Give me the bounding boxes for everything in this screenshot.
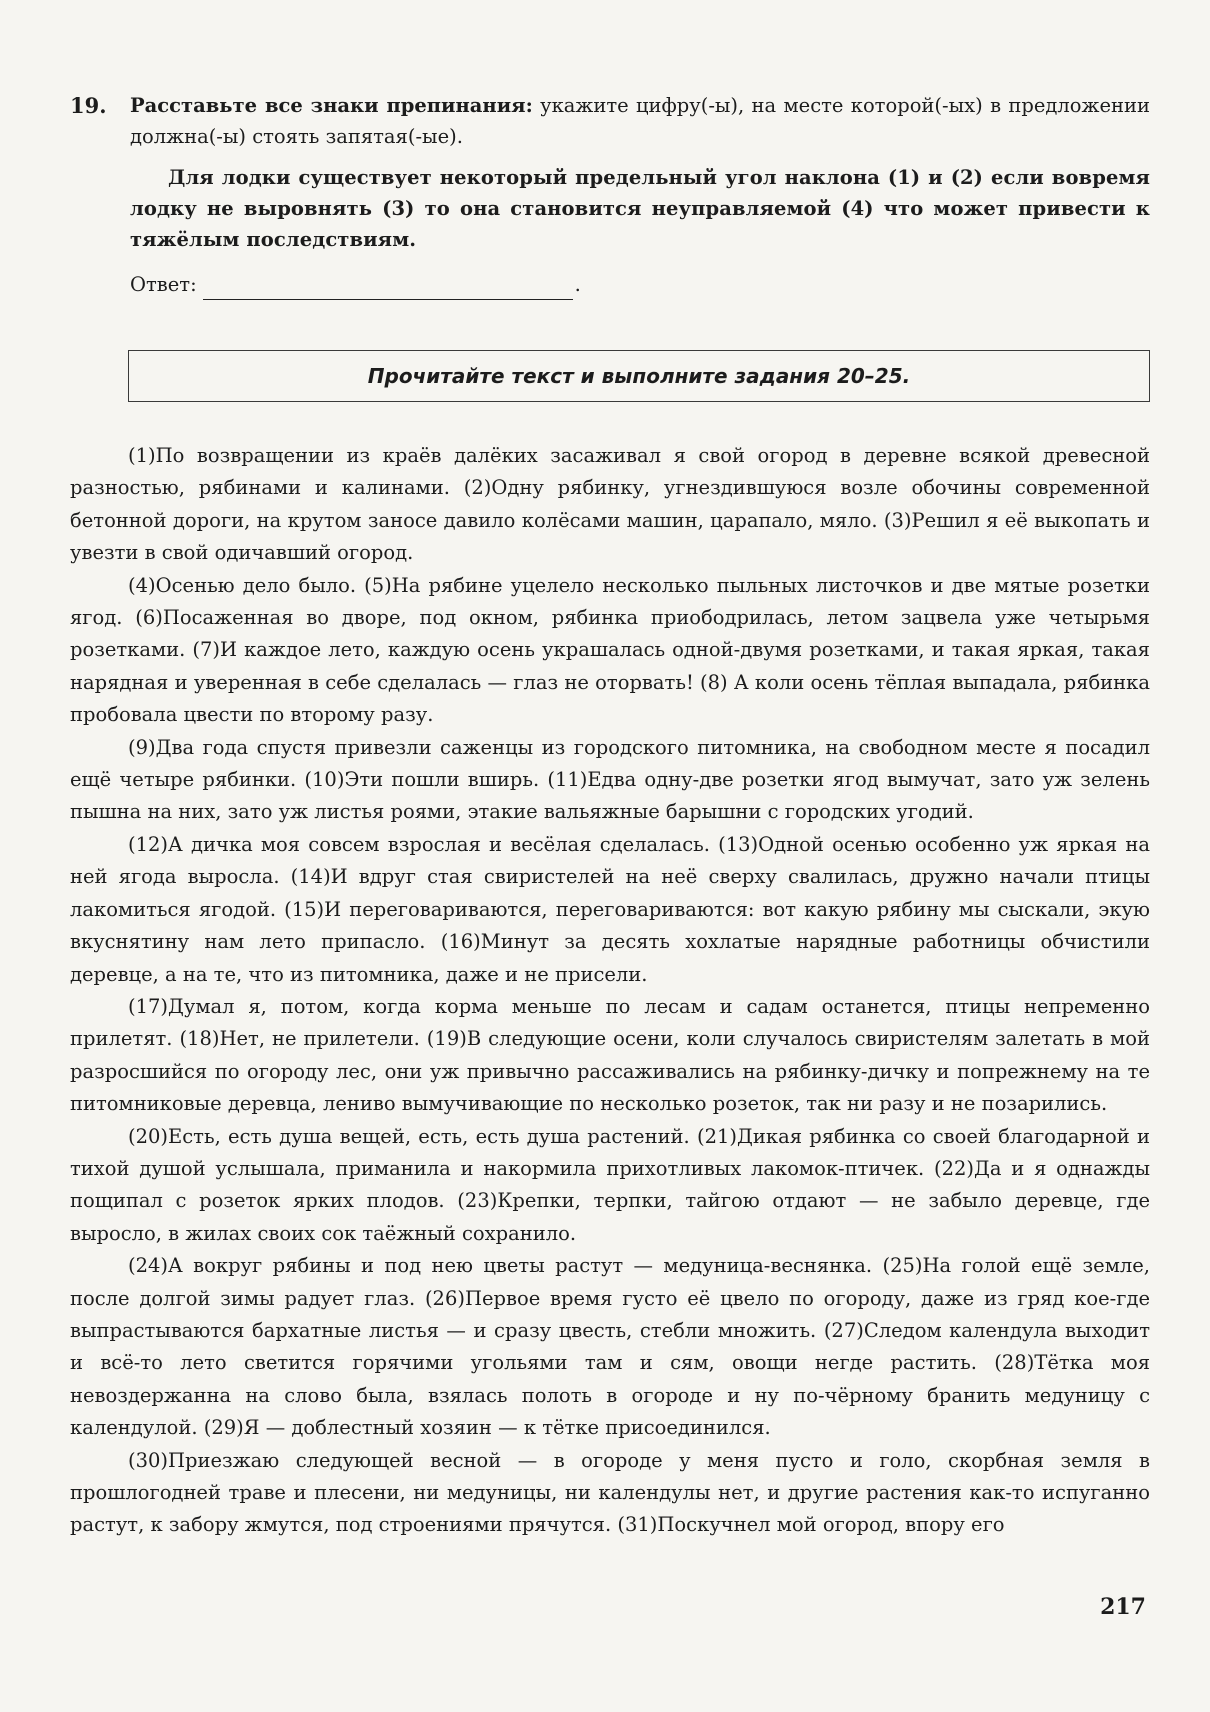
task-instruction	[130, 90, 1150, 152]
reading-text	[70, 440, 1150, 1542]
task-sentence: Для лодки существует некоторый предельный угол наклона (1) и (2) если вовремя лодку не выровнять (3) то она становится неуправляемой (4) что может привести к тяжёлым последствиям.	[130, 166, 1150, 251]
text-paragraph: (17)Думал я, потом, когда корма меньше по лесам и садам останется, птицы непременно прилетят. (18)Нет, не прилетели. (19)В следующие осени, коли случалось свиристелям залетать в мой разросшийся по огороду лес, они уж привычно рассаживались на рябинку-дичку и попрежнему на те питомниковые деревца, лениво вымучивающие по несколько розеток, так ни разу и не позарились.	[70, 994, 1150, 1116]
answer-period: .	[574, 273, 581, 296]
task-number: 19.	[70, 93, 107, 118]
text-paragraph: (12)А дичка моя совсем взрослая и весёлая сделалась. (13)Одной осенью особенно уж яркая на ней ягода выросла. (14)И вдруг стая свиристелей на неё сверху свалилась, дружно начали птицы лакомиться ягодой. (15)И переговариваются, переговариваются: вот какую рябину мы сыскали, экую вкуснятину нам лето припасло. (16)Минут за десять хохлатые нарядные работницы обчистили деревце, а на те, что из питомника, даже и не присели.	[70, 832, 1150, 986]
reading-banner-text: Прочитайте текст и выполните задания 20–25.	[367, 364, 911, 388]
text-paragraph: (4)Осенью дело было. (5)На рябине уцелело несколько пыльных листочков и две мятые розетки ягод. (6)Посаженная во дворе, под окном, рябинка приободрилась, летом зацвела уже четырьмя розетками. (7)И каждое лето, каждую осень украшалась одной-двумя розетками, и такая яркая, такая нарядная и уверенная в себе сделалась — глаз не оторвать! (8) А коли осень тёплая выпадала, рябинка пробовала цвести по второму разу.	[70, 573, 1150, 727]
text-paragraph: (30)Приезжаю следующей весной — в огороде у меня пусто и голо, скорбная земля в прошлогодней траве и плесени, ни медуницы, ни календулы нет, и другие растения как-то испуганно растут, к забору жмутся, под строениями прячутся. (31)Поскучнел мой огород, впору его	[70, 1448, 1150, 1537]
task-instruction-rest: укажите цифру(-ы), на месте которой(-ых) в предложении должна(-ы) стоять запятая(-ые).	[130, 94, 1150, 148]
text-paragraph: (9)Два года спустя привезли саженцы из городского питомника, на свободном месте я посадил ещё четыре рябинки. (10)Эти пошли вширь. (11)Едва одну-две розетки ягод вымучат, зато уж зелень пышна на них, зато уж листья роями, этакие вальяжные барышни с городских угодий.	[70, 735, 1150, 824]
reading-banner	[128, 350, 1150, 402]
text-paragraph: (24)А вокруг рябины и под нею цветы растут — медуница-веснянка. (25)На голой ещё земле, после долгой зимы радует глаз. (26)Первое время густо её цвело по огороду, даже из гряд кое-где выпрастываются бархатные листья — и сразу цвесть, стебли множить. (27)Следом календула выходит и всё-то лето светится горячими угольями там и сям, овощи негде растить. (28)Тётка моя невоздержанна на слово была, взялась полоть в огороде и ну по-чёрному бранить медуницу с календулой. (29)Я — доблестный хозяин — к тётке присоединился.	[70, 1254, 1150, 1440]
page-number: 217	[1100, 1594, 1146, 1620]
answer-row	[130, 269, 1150, 300]
task-19	[70, 90, 1150, 300]
text-paragraph: (20)Есть, есть душа вещей, есть, есть душа растений. (21)Дикая рябинка со своей благодарной и тихой душой услышала, приманила и накормила прихотливых лакомок-птичек. (22)Да и я однажды пощипал с розеток ярких плодов. (23)Крепки, терпки, тайгою отдают — не забыло деревце, где выросло, в жилах своих сок таёжный сохранило.	[70, 1124, 1150, 1245]
task-instruction-lead: Расставьте все знаки препинания:	[130, 94, 533, 117]
text-paragraph: (1)По возвращении из краёв далёких засаживал я свой огород в деревне всякой древесной разностью, рябинами и калинами. (2)Одну рябинку, угнездившуюся возле обочины современной бетонной дороги, на крутом заносе давило колёсами машин, царапало, мяло. (3)Решил я её выкопать и увезти в свой одичавший огород.	[70, 444, 1150, 565]
answer-label: Ответ:	[130, 273, 197, 296]
answer-blank[interactable]	[203, 277, 573, 300]
